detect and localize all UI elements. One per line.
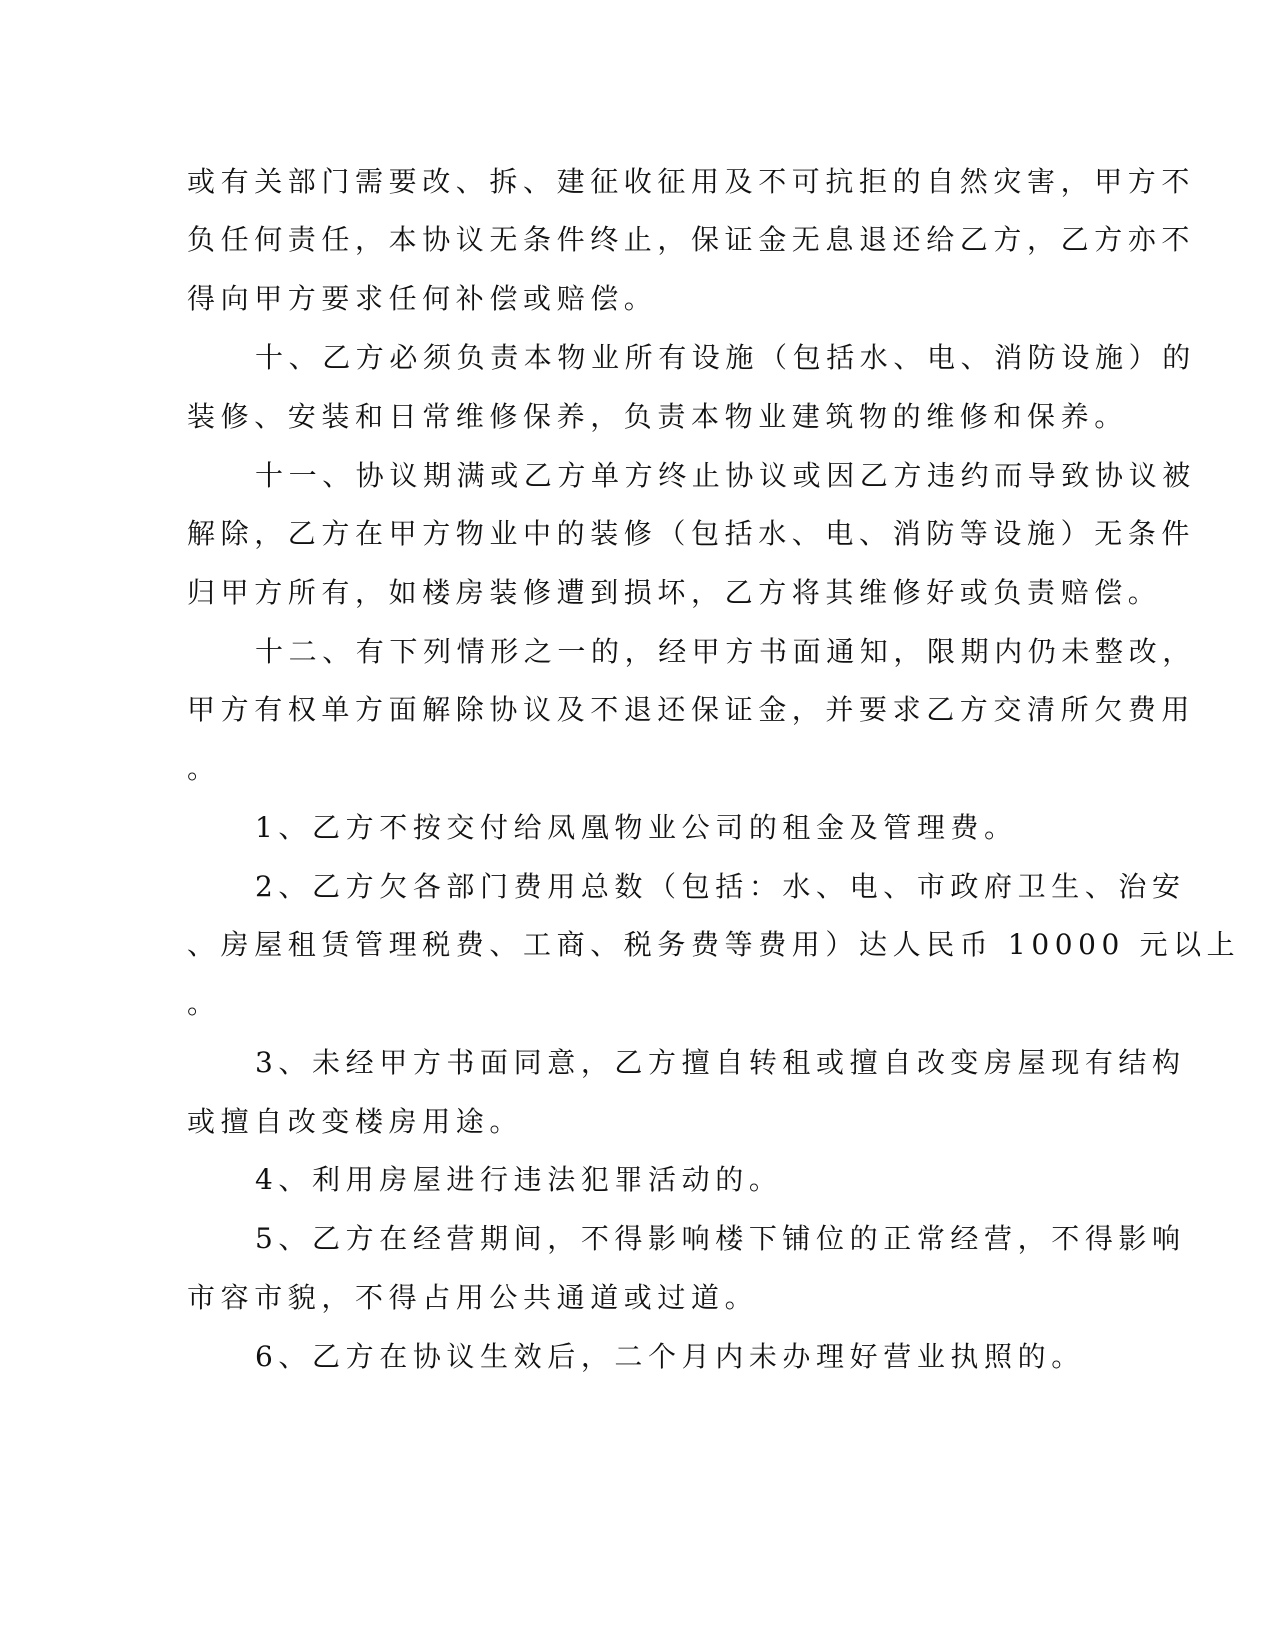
text-line: 或有关部门需要改、拆、建征收征用及不可抗拒的自然灾害，甲方不 (187, 165, 1196, 198)
text-line: 甲方有权单方面解除协议及不退还保证金，并要求乙方交清所欠费用 (187, 693, 1196, 726)
clause-10-line: 十、乙方必须负责本物业所有设施（包括水、电、消防设施）的 (255, 341, 1196, 374)
list-item-4: 4、利用房屋进行违法犯罪活动的。 (255, 1163, 783, 1196)
text-line: 得向甲方要求任何补偿或赔偿。 (187, 282, 658, 315)
list-item-1: 1、乙方不按交付给凤凰物业公司的租金及管理费。 (255, 811, 1018, 844)
text-line: 市容市貌，不得占用公共通道或过道。 (187, 1281, 759, 1314)
list-item-3: 3、未经甲方书面同意，乙方擅自转租或擅自改变房屋现有结构 (255, 1046, 1186, 1079)
text-line: 、房屋租赁管理税费、工商、税务费等费用）达人民币 10000 元以上 (187, 928, 1241, 961)
list-item-6: 6、乙方在协议生效后，二个月内未办理好营业执照的。 (255, 1340, 1085, 1373)
text-line: 或擅自改变楼房用途。 (187, 1105, 524, 1138)
clause-11-line: 十一、协议期满或乙方单方终止协议或因乙方违约而导致协议被 (255, 459, 1196, 492)
text-line: 归甲方所有，如楼房装修遭到损坏，乙方将其维修好或负责赔偿。 (187, 576, 1162, 609)
list-item-2: 2、乙方欠各部门费用总数（包括：水、电、市政府卫生、治安 (255, 870, 1186, 903)
text-line: 装修、安装和日常维修保养，负责本物业建筑物的维修和保养。 (187, 400, 1128, 433)
list-item-5: 5、乙方在经营期间，不得影响楼下铺位的正常经营，不得影响 (255, 1222, 1186, 1255)
text-line: 负任何责任，本协议无条件终止，保证金无息退还给乙方，乙方亦不 (187, 223, 1196, 256)
clause-12-line: 十二、有下列情形之一的，经甲方书面通知，限期内仍未整改， (255, 635, 1196, 668)
text-line: 。 (187, 752, 221, 785)
text-line: 解除，乙方在甲方物业中的装修（包括水、电、消防等设施）无条件 (187, 517, 1196, 550)
text-line: 。 (187, 987, 221, 1020)
